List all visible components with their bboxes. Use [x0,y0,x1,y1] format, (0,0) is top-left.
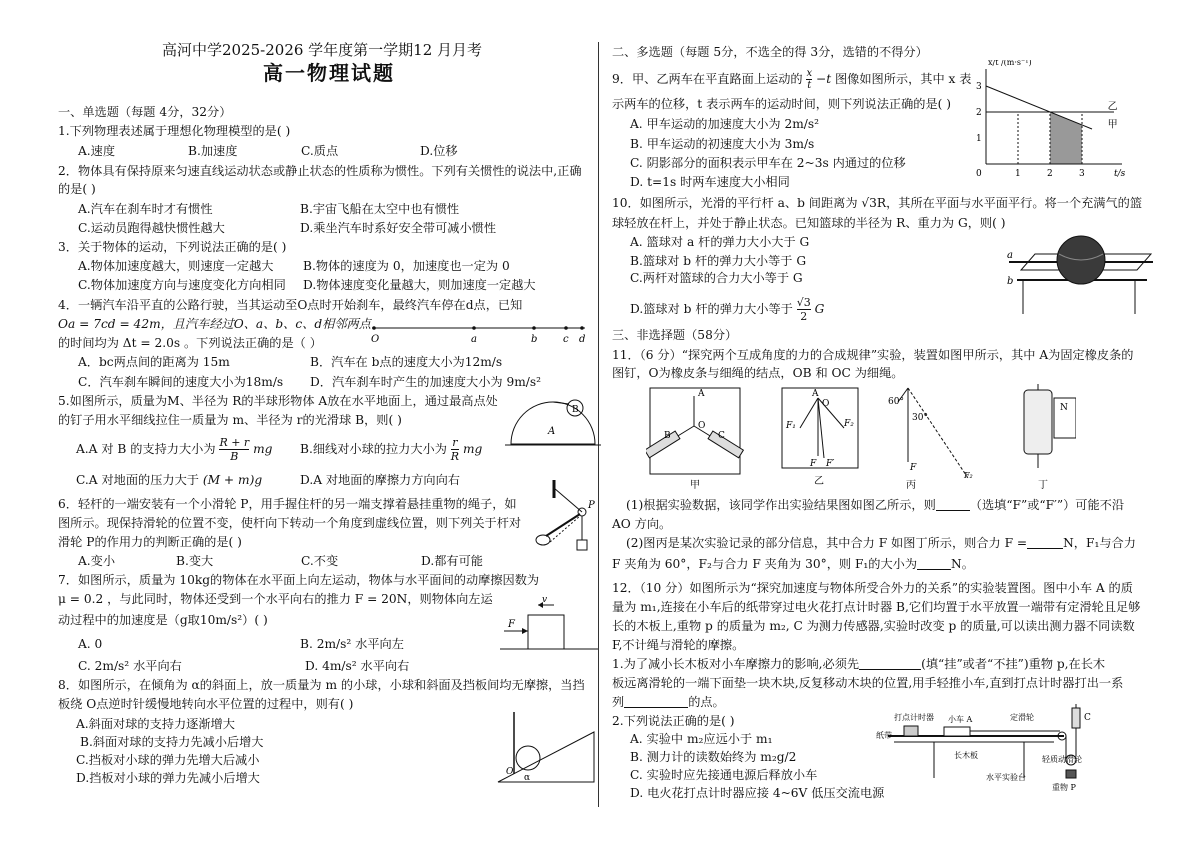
q2-option-d: D.乘坐汽车时系好安全带可减小惯性 [300,221,497,235]
q12-apparatus-figure [874,700,1098,792]
q7-label-f: F [508,619,515,630]
q9-t-var: t [826,72,832,86]
q11-caption-ding: 丁 [1038,480,1048,491]
q6-label-p: P [588,500,595,511]
q11-bing-angle-30: 30° [912,413,928,423]
q7-force-arrowhead [522,628,528,634]
q6-rod-dashed [550,516,580,542]
q5-option-a-mg: mg [253,442,273,456]
q11-figures [646,384,1076,492]
q12-blank1[interactable] [859,657,921,670]
q10-option-d [630,296,824,323]
q4-point-label-O: O [371,334,380,344]
q12-stem-line4: F,不计绳与滑轮的摩擦。 [612,638,745,652]
q11-bing-angle-60: 60° [888,397,904,407]
q7-option-b: B. 2m/s² 水平向左 [300,637,404,651]
q4-point-c [564,326,568,330]
q11-part2-b: N，F₁与合力 [1063,536,1136,550]
q12-label-board: 长木板 [954,751,978,760]
q2-stem-line1: 2．物体具有保持原来匀速直线运动状态或静止状态的性质称为惯性。下列有关惯性的说法中,正确 [58,164,582,178]
q9-stem-line2: 示两车的位移，t 表示两车的运动时间，则下列说法正确的是( ) [612,97,952,111]
q8-stem-line2: 板绕 O点逆时针缓慢地转向水平位置的过程中，则有( ) [58,697,354,711]
q1-option-d: D.位移 [420,144,458,158]
q10-basketball-figure [1007,232,1157,316]
q11-label-a: A [698,389,705,399]
q11-yi-label-f1: F₁ [786,421,796,431]
q4-point-label-d: d [579,334,586,344]
q11-part1-b: （选填“F”或“F′”）可能不沿 [969,498,1125,512]
q5-hemisphere-figure [503,392,603,452]
q5-option-a-text: A.A 对 B 的支持力大小为 [76,442,216,456]
q7-stem-line2: μ = 0.2 ，与此同时，物体还受到一个水平向右的推力 F = 20N，则物体向左运 [58,592,493,606]
q5-a-numerator: R + r [219,436,250,449]
q12-label-table: 水平实验台 [986,773,1026,782]
q7-option-c: C. 2m/s² 水平向右 [78,659,182,673]
q12-stem-line2: 量为 m₁,连接在小车后的纸带穿过电火花打点计时器 B,它们均置于水平放置一端带有定滑轮且足够 [612,600,1141,614]
q1-option-a: A.速度 [78,144,116,158]
page-title: 高一物理试题 [263,61,395,85]
q11-part2-line2 [612,556,974,573]
q11-part1-a: (1)根据实验数据，该同学作出实验结果图如图乙所示，则 [626,498,936,512]
q9-series-line-1 [986,86,1092,129]
q12-weight [1066,770,1076,778]
q3-option-a: A.物体加速度越大，则速度一定越大 [78,259,274,273]
q11-part1 [626,497,1124,514]
q2-option-a: A.汽车在刹车时才有惯性 [78,202,213,216]
q12-force-sensor [1072,708,1080,728]
q4-point-label-a: a [471,334,477,344]
q6-rod [546,514,580,536]
q12-label-tape: 纸带 [876,731,892,740]
q6-option-c: C.不变 [301,554,339,568]
q4-stem-line3: 的时间均为 Δt = 2.0s 。下列说法正确的是（ ） [58,336,322,350]
q12-part1-a: 1.为了减小长木板对小车摩擦力的影响,必须先 [612,657,860,671]
q9-y-tick-2: 2 [976,108,982,118]
q6-stem-line2: 图所示。现保持滑轮的位置不变，使杆向下转动一个角度到虚线位置，则下列关于杆对 [58,516,522,530]
q9-y-axis-label: x/t /(m·s⁻¹) [988,60,1032,67]
q11-yi-label-o: O [822,399,830,409]
q11-part2-d: N。 [951,557,974,571]
q5-label-a: A [548,426,556,437]
q5-option-c [76,472,262,489]
q9-y-tick-1: 1 [976,134,982,144]
q9-y-tick-3: 3 [976,82,982,92]
q8-option-d: D.挡板对小球的弹力先减小后增大 [76,771,260,785]
q5-hemisphere [511,402,595,444]
q10-option-c: C.两杆对篮球的合力大小等于 G [630,271,803,285]
q5-stem-line1: 5.如图所示，质量为M、半径为 R的半球形物体 A放在水平地面上，通过最高点处 [58,394,498,408]
q5-option-b-text: B.细线对小球的拉力大小为 [300,442,447,456]
q4-point-b [532,326,536,330]
q12-stem-line3: 长的木板上,重物 p 的质量为 m₂, C 为测力传感器,实验时改变 p 的质量,可以读出测力器不同读数 [612,619,1135,633]
q7-block-figure [500,593,600,659]
q10-d-numerator: √3 [796,296,811,309]
q1-option-b: B.加速度 [188,144,238,158]
q11-part2-c: F 夹角为 60°，F₂与合力 F 夹角为 30°，则 F₁的大小为 [612,557,918,571]
q3-stem: 3．关于物体的运动，下列说法正确的是( ) [58,240,287,254]
q3-option-b: B.物体的速度为 0，加速度也一定为 0 [303,259,510,273]
q9-x-tick-1: 1 [1015,169,1021,179]
q11-spring-scale-right [708,431,743,458]
q6-option-d: D.都有可能 [421,554,483,568]
q5-label-b: B [572,405,579,415]
q11-label-o: O [698,421,706,431]
q4-option-a: A．bc两点间的距离为 15m [78,355,230,369]
q12-label-pulley: 定滑轮 [1010,713,1034,722]
q11-yi-label-f: F [810,459,817,469]
q8-option-b: B.斜面对球的支持力先减小后增大 [80,735,264,749]
q10-option-d-g: G [814,302,825,316]
q12-label-c: C [1084,713,1091,723]
q5-option-c-formula: (M + m)g [202,473,263,487]
q5-option-a [76,436,272,463]
q6-option-a: A.变小 [78,554,116,568]
q6-rope [554,488,582,512]
q4-option-d: D．汽车刹车时产生的加速度大小为 9m/s² [310,375,542,389]
q7-stem-line1: 7．如图所示，质量为 10kg的物体在水平面上向左运动，物体与水平面间的动摩擦因数为 [58,573,540,587]
q5-option-b [300,436,482,463]
section1-heading: 一、单选题（每题 4分，32分） [58,105,232,119]
q11-stem-line1: 11．（6 分）“探究两个互成角度的力的合成规律”实验，装置如图甲所示，其中 A为固定橡皮条的 [612,348,1134,362]
q12-label-weight: 重物 P [1052,783,1076,792]
q5-option-d: D.A 对地面的摩擦力方向向右 [300,473,460,487]
q5-a-denominator-placeholder: B [230,450,239,463]
q5-option-b-mg: mg [462,442,483,456]
q2-option-b: B.宇宙飞船在太空中也有惯性 [300,202,460,216]
q12-part1-d: 列 [612,695,625,709]
q11-bing-label-f2: F₂ [964,471,973,480]
q9-option-b: B. 甲车运动的初速度大小为 3m/s [630,137,815,151]
q9-legend-jia: 甲 [1107,119,1118,131]
q4-point-a [472,326,476,330]
q3-option-d: D.物体速度变化量越大，则加速度一定越大 [303,278,536,292]
q4-point-label-b: b [531,334,538,344]
q10-d-denominator: 2 [800,310,808,323]
q12-timer [904,726,918,736]
q11-label-b: B [664,431,671,441]
q11-blank1[interactable] [936,498,970,511]
q8-incline-figure [478,708,596,786]
q12-stem-line1: 12．（10 分）如图所示为“探究加速度与物体所受合外力的关系”的实验装置图。图中小车 A 的质 [612,581,1133,595]
q10-label-a: a [1007,250,1013,261]
q10-stem-line1: 10．如图所示，光滑的平行杆 a、b 间距离为 √3R，其所在平面与水平面平行。将一个充满气的篮 [612,196,1143,210]
q7-label-v: v [542,595,548,605]
q11-yi-f1 [800,398,818,428]
q4-point-label-c: c [563,334,569,344]
q4-stem-line1: 4．一辆汽车沿平直的公路行驶，当其运动至O点时开始刹车，最终汽车停在d点，已知 [58,298,523,312]
q2-stem-line2: 的是( ) [58,182,96,196]
q11-part2 [626,535,1136,552]
q9-stem-a: 9．甲、乙两车在平直路面上运动的 [612,72,803,86]
q9-stem-line1 [612,68,971,91]
q9-shaded-area [1050,112,1082,164]
q12-part2: 2.下列说法正确的是( ) [612,714,735,728]
q4-stem-line2: Oa = 7cd = 42m，且汽车经过O、a、b、c、d相邻两点 [58,317,371,331]
q9-dash-t: −t [815,72,832,86]
q12-car [944,727,970,736]
q11-blank2[interactable] [1027,536,1063,549]
q3-option-c: C.物体加速度方向与速度变化方向相同 [78,278,286,292]
q11-yi-label-fprime: F′ [826,459,835,469]
q6-stem-line1: 6．轻杆的一端安装有一个小滑轮 P，用手握住杆的另一端支撑着悬挂重物的绳子，如 [58,497,517,511]
q10-option-b: B.篮球对 b 杆的弹力大小等于 G [630,254,807,268]
q5-b-numerator: r [452,436,458,449]
q6-stem-line3: 滑轮 P的作用力的判断正确的是( ) [58,535,242,549]
q4-points-figure [370,320,590,344]
q9-origin-label: 0 [976,169,982,179]
q11-bing-label-f: F [910,463,917,473]
q1-stem: 1.下列物理表述属于理想化物理模型的是( ) [58,124,291,138]
q10-option-d-text: D.篮球对 b 杆的弹力大小等于 [630,302,793,316]
school-header: 高河中学2025-2026 学年度第一学期12 月月考 [162,41,483,59]
q9-stem-b: 图像如图所示，其中 x 表 [834,72,972,86]
q1-option-c: C.质点 [301,144,339,158]
q11-ding-label-n: N [1060,403,1068,413]
q9-option-c: C. 阴影部分的面积表示甲车在 2~3s 内通过的位移 [630,156,906,170]
q11-part1-line2: AO 方向。 [612,517,672,531]
q9-x-tick-3: 3 [1079,169,1085,179]
q6-pulley-figure [528,478,598,558]
q12-part1-line2: 板远离滑轮的一端下面垫一块木块,反复移动木块的位置,用手轻推小车,直到打点计时器打出一系 [612,676,1124,690]
q11-bing-f2 [908,388,968,478]
q9-legend-yi: 乙 [1107,101,1118,113]
q11-blank3[interactable] [917,557,951,570]
q9-x-tick-2: 2 [1047,169,1053,179]
q12-part1-e: 的点。 [688,695,725,709]
q11-caption-jia: 甲 [690,480,700,491]
q11-label-c: C [718,431,725,441]
q9-option-a: A. 甲车运动的加速度大小为 2m/s² [630,117,820,131]
q12-option-b: B. 测力计的读数始终为 m₂g/2 [630,750,797,764]
q11-caption-yi: 乙 [814,476,824,487]
section2-heading: 二、多选题（每题 5分，不选全的得 3分，选错的不得分） [612,45,928,59]
q11-part2-a: (2)图丙是某次实验记录的部分信息，其中合力 F 如图丁所示，则合力 F = [626,536,1028,550]
q6-weight [577,540,587,550]
q8-option-c: C.挡板对小球的弹力先增大后减小 [76,753,260,767]
q10-label-b: b [1007,276,1014,287]
q12-part1-line1 [612,656,1105,673]
q9-frac-x: x [806,68,813,79]
q11-spring-scale [1024,390,1052,454]
q11-caption-bing: 丙 [906,480,916,491]
q2-option-c: C.运动员跑得越快惯性越大 [78,221,225,235]
q11-spring-scale-left [646,431,680,458]
q12-blank2[interactable] [624,695,688,708]
q12-part1-line3 [612,694,725,711]
q4-option-b: B．汽车在 b点的速度大小为12m/s [310,355,503,369]
q12-option-d: D. 电火花打点计时器应接 4~6V 低压交流电源 [630,786,885,800]
q5-option-c-text: C.A 对地面的压力大于 [76,473,199,487]
q7-block [528,615,564,649]
q12-label-moving-pulley: 轻质动滑轮 [1042,755,1082,764]
q8-label-o: O [506,767,514,777]
q12-label-car: 小车 A [948,715,973,724]
q10-stem-line2: 球轻放在杆上，并处于静止状态。已知篮球的半径为 R、重力为 G，则( ) [612,216,1006,230]
q12-part1-b: (填“挂”或者“不挂”)重物 p,在长木 [921,657,1106,671]
q5-b-denominator: R [450,450,460,463]
q11-stem-line2: 图钉，O为橡皮条与细绳的结点，OB 和 OC 为细绳。 [612,366,904,380]
q8-label-alpha: α [524,773,531,783]
q7-option-d: D. 4m/s² 水平向右 [305,659,410,673]
q7-option-a: A. 0 [78,637,103,651]
section3-heading: 三、非选择题（58分） [612,328,738,342]
q7-stem-line3: 动过程中的加速度是（g取10m/s²）( ) [58,613,268,627]
q4-point-d [580,326,584,330]
q11-yi-label-a: A [812,389,819,399]
q6-option-b: B.变大 [176,554,214,568]
q4-point-O [372,326,376,330]
q5-stem-line2: 的钉子用水平细线拉住一质量为 m、半径为 r的光滑球 B，则( ) [58,413,402,427]
q12-label-timer: 打点计时器 [894,713,934,722]
q8-option-a: A.斜面对球的支持力逐渐增大 [76,717,235,731]
q9-x-axis-label: t/s [1114,169,1126,179]
q6-hand [536,535,550,545]
q8-stem-line1: 8．如图所示，在倾角为 α的斜面上，放一质量为 m 的小球，小球和斜面及挡板间均无摩擦，当挡 [58,678,585,692]
q9-chart [962,60,1142,184]
q4-option-c: C．汽车刹车瞬间的速度大小为18m/s [78,375,284,389]
q9-frac-t: t [807,80,812,91]
q11-yi-label-f2: F₂ [844,419,854,429]
q12-option-a: A. 实验中 m₂应远小于 m₁ [630,732,773,746]
q9-option-d: D. t=1s 时两车速度大小相同 [630,175,790,189]
q12-option-c: C. 实验时应先接通电源后释放小车 [630,768,818,782]
q10-option-a: A. 篮球对 a 杆的弹力大小大于 G [630,235,810,249]
